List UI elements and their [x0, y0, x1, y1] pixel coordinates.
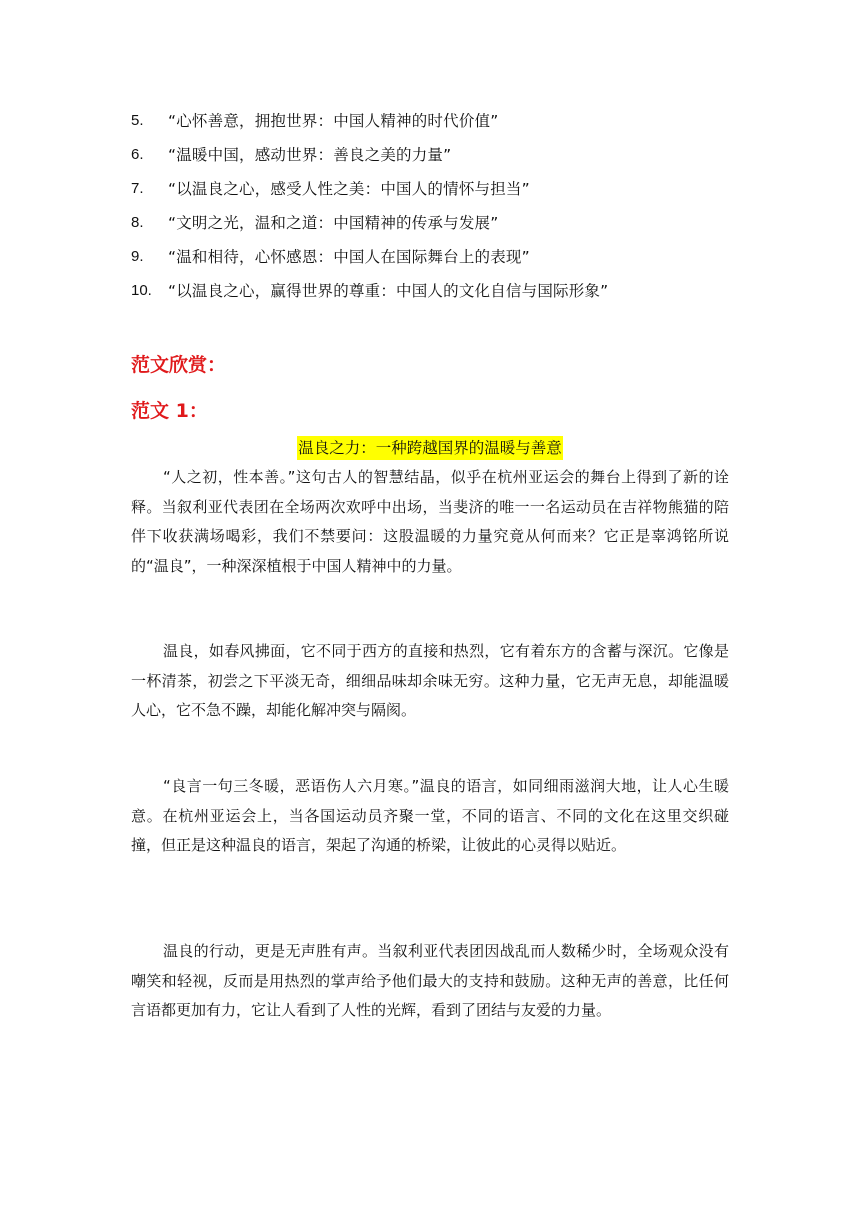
list-item	[131, 279, 751, 313]
list-number: 5.	[131, 112, 144, 129]
list-number: 7.	[131, 180, 144, 197]
list-text: “心怀善意，拥抱世界：中国人精神的时代价值”	[168, 112, 499, 130]
essay-paragraph: “良言一句三冬暖，恶语伤人六月寒。”温良的语言，如同细雨滋润大地，让人心生暖意。在杭州亚运会上，当各国运动员齐聚一堂，不同的语言、不同的文化在这里交织碰撞，但正是这种温良的语言，架起了沟通的桥梁，让彼此的心灵得以贴近。	[131, 777, 729, 855]
essay-label-heading: 范文 1：	[131, 400, 208, 422]
list-number: 10.	[131, 282, 152, 299]
essay-title-container	[0, 436, 860, 460]
list-item	[131, 211, 751, 245]
essay-title: 温良之力：一种跨越国界的温暖与善意	[297, 436, 563, 460]
list-item	[131, 109, 751, 143]
list-number: 9.	[131, 248, 144, 265]
list-item	[131, 143, 751, 177]
appreciation-heading: 范文欣赏：	[131, 354, 227, 376]
list-text: “以温良之心，赢得世界的尊重：中国人的文化自信与国际形象”	[168, 282, 609, 300]
essay-paragraph: “人之初，性本善。”这句古人的智慧结晶，似乎在杭州亚运会的舞台上得到了新的诠释。当叙利亚代表团在全场两次欢呼中出场，当斐济的唯一一名运动员在吉祥物熊猫的陪伴下收获满场喝彩，我们不禁要问：这股温暖的力量究竟从何而来？它正是辜鸿铭所说的“温良”，一种深深植根于中国人精神中的力量。	[131, 468, 729, 575]
list-number: 8.	[131, 214, 144, 231]
essay-paragraph: 温良的行动，更是无声胜有声。当叙利亚代表团因战乱而人数稀少时，全场观众没有嘲笑和轻视，反而是用热烈的掌声给予他们最大的支持和鼓励。这种无声的善意，比任何言语都更加有力，它让人看到了人性的光辉，看到了团结与友爱的力量。	[131, 942, 729, 1020]
list-item	[131, 245, 751, 279]
list-text: “温暖中国，感动世界：善良之美的力量”	[168, 146, 452, 164]
topic-list	[131, 109, 751, 313]
list-text: “文明之光，温和之道：中国精神的传承与发展”	[168, 214, 499, 232]
essay-paragraph: 温良，如春风拂面，它不同于西方的直接和热烈，它有着东方的含蓄与深沉。它像是一杯清茶，初尝之下平淡无奇，细细品味却余味无穷。这种力量，它无声无息，却能温暖人心，它不急不躁，却能化解冲突与隔阂。	[131, 642, 729, 720]
list-number: 6.	[131, 146, 144, 163]
list-text: “温和相待，心怀感恩：中国人在国际舞台上的表现”	[168, 248, 530, 266]
list-text: “以温良之心，感受人性之美：中国人的情怀与担当”	[168, 180, 530, 198]
list-item	[131, 177, 751, 211]
